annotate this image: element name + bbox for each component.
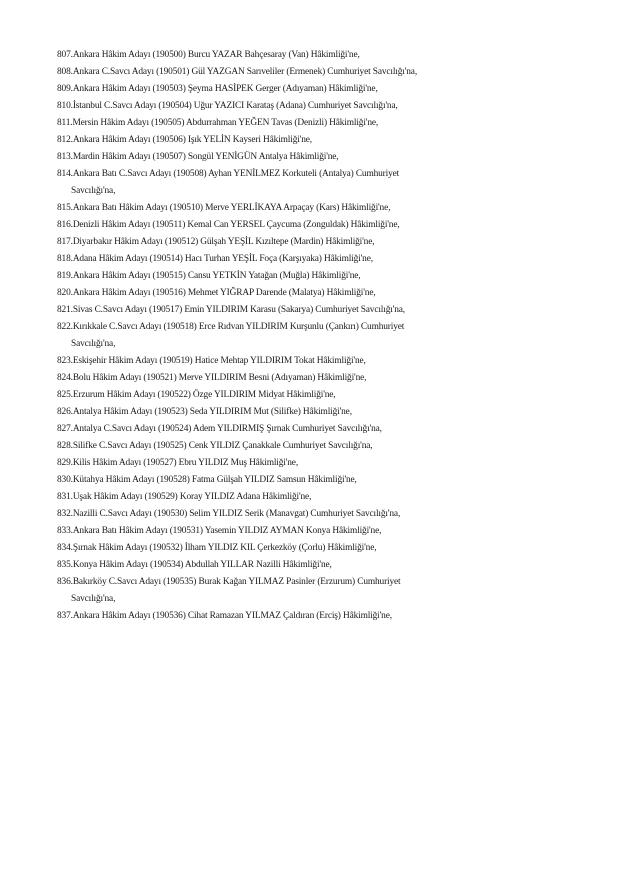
list-item: [57, 268, 397, 285]
list-item: [57, 217, 400, 234]
item-text: Ankara Hâkim Adayı (190536) Cihat Ramazan YILMAZ Çaldıran (Erciş) Hâkimliği'ne,: [72, 611, 392, 621]
list-item: [57, 387, 397, 404]
item-text: Eskişehir Hâkim Adayı (190519) Hatice Mehtap YILDIRIM Tokat Hâkimliği'ne,: [72, 356, 366, 366]
list-item: [57, 574, 401, 608]
item-number: 821.: [57, 305, 73, 315]
list-item: [57, 421, 397, 438]
item-text: Ankara Batı Hâkim Adayı (190510) Merve YERLİKAYA Arpaçay (Kars) Hâkimliği'ne,: [72, 203, 391, 213]
item-text: İstanbul C.Savcı Adayı (190504) Uğur YAZICI Karataş (Adana) Cumhuriyet Savcılığı'na,: [72, 101, 398, 111]
item-number: 814.: [57, 169, 73, 179]
list-item: [57, 608, 397, 625]
item-number: 813.: [57, 152, 73, 162]
item-text: Ankara Batı C.Savcı Adayı (190508) Ayhan YENİLMEZ Korkuteli (Antalya) Cumhuriyet: [72, 169, 400, 179]
item-text: Ankara Batı Hâkim Adayı (190531) Yasemin YILDIZ AYMAN Konya Hâkimliği'ne,: [72, 526, 382, 536]
item-text: Ankara Hâkim Adayı (190506) Işık YELİN Kayseri Hâkimliği'ne,: [72, 135, 312, 145]
list-item: [57, 200, 397, 217]
item-number: 828.: [57, 441, 73, 451]
item-text: Bakırköy C.Savcı Adayı (190535) Burak Kağan YILMAZ Pasinler (Erzurum) Cumhuriyet: [72, 577, 401, 587]
list-item: [57, 64, 418, 81]
list-item: [57, 353, 397, 370]
item-number: 833.: [57, 526, 73, 536]
list-item: [57, 438, 397, 455]
item-number: 825.: [57, 390, 73, 400]
item-number: 807.: [57, 50, 73, 60]
item-text-continuation: Savcılığı'na,: [71, 339, 116, 349]
item-text-continuation: Savcılığı'na,: [71, 594, 116, 604]
item-text: Konya Hâkim Adayı (190534) Abdullah YILLAR Nazilli Hâkimliği'ne,: [72, 560, 332, 570]
item-number: 826.: [57, 407, 73, 417]
item-number: 817.: [57, 237, 73, 247]
item-text: Ankara Hâkim Adayı (190503) Şeyma HASİPEK Gerger (Adıyaman) Hâkimliği'ne,: [72, 84, 378, 94]
list-item: [57, 47, 397, 64]
item-number: 827.: [57, 424, 73, 434]
item-number: 835.: [57, 560, 73, 570]
item-number: 812.: [57, 135, 73, 145]
list-item: [57, 472, 397, 489]
item-number: 819.: [57, 271, 73, 281]
item-text: Silifke C.Savcı Adayı (190525) Cenk YILDIZ Çanakkale Cumhuriyet Savcılığı'na,: [72, 441, 373, 451]
item-text: Adana Hâkim Adayı (190514) Hacı Turhan YEŞİL Foça (Karşıyaka) Hâkimliği'ne,: [72, 254, 373, 264]
list-item: [57, 370, 397, 387]
item-number: 834.: [57, 543, 73, 553]
item-number: 829.: [57, 458, 73, 468]
item-text: Nazilli C.Savcı Adayı (190530) Selim YILDIZ Serik (Manavgat) Cumhuriyet Savcılığı'na,: [72, 509, 401, 519]
item-number: 836.: [57, 577, 73, 587]
item-number: 837.: [57, 611, 73, 621]
item-number: 822.: [57, 322, 73, 332]
item-text: Sivas C.Savcı Adayı (190517) Emin YILDIRIM Karasu (Sakarya) Cumhuriyet Savcılığı'na,: [72, 305, 405, 315]
item-text-continuation: Savcılığı'na,: [71, 186, 116, 196]
item-text: Ankara C.Savcı Adayı (190501) Gül YAZGAN Sarıveliler (Ermenek) Cumhuriyet Savcılığı'na,: [72, 67, 418, 77]
item-number: 811.: [57, 118, 73, 128]
item-number: 809.: [57, 84, 73, 94]
item-text: Şırnak Hâkim Adayı (190532) İlham YILDIZ KIL Çerkezköy (Çorlu) Hâkimliği'ne,: [72, 543, 377, 553]
item-number: 808.: [57, 67, 73, 77]
list-item: [57, 489, 397, 506]
list-item: [57, 251, 397, 268]
item-text: Antalya C.Savcı Adayı (190524) Adem YILDIRMIŞ Şırnak Cumhuriyet Savcılığı'na,: [72, 424, 382, 434]
item-text: Denizli Hâkim Adayı (190511) Kemal Can YERSEL Çaycuma (Zonguldak) Hâkimliği'ne,: [72, 220, 400, 230]
item-number: 831.: [57, 492, 73, 502]
item-text: Ankara Hâkim Adayı (190516) Mehmet YIĞRAP Darende (Malatya) Hâkimliği'ne,: [72, 288, 376, 298]
item-text: Antalya Hâkim Adayı (190523) Seda YILDIRIM Mut (Silifke) Hâkimliği'ne,: [72, 407, 352, 417]
item-number: 823.: [57, 356, 73, 366]
item-text: Diyarbakır Hâkim Adayı (190512) Gülşah YEŞİL Kızıltepe (Mardin) Hâkimliği'ne,: [72, 237, 375, 247]
item-text: Ankara Hâkim Adayı (190515) Cansu YETKİN Yatağan (Muğla) Hâkimliği'ne,: [72, 271, 361, 281]
list-item: [57, 319, 405, 353]
list-item: [57, 540, 397, 557]
item-text: Uşak Hâkim Adayı (190529) Koray YILDIZ Adana Hâkimliği'ne,: [72, 492, 312, 502]
list-item: [57, 557, 397, 574]
list-item: [57, 404, 397, 421]
list-item: [57, 302, 405, 319]
item-number: 824.: [57, 373, 73, 383]
list-item: [57, 234, 397, 251]
list-item: [57, 132, 397, 149]
list-item: [57, 98, 397, 115]
item-text: Ankara Hâkim Adayı (190500) Burcu YAZAR Bahçesaray (Van) Hâkimliği'ne,: [72, 50, 360, 60]
item-text: Mersin Hâkim Adayı (190505) Abdurrahman YEĞEN Tavas (Denizli) Hâkimliği'ne,: [72, 118, 379, 128]
item-number: 810.: [57, 101, 73, 111]
item-number: 818.: [57, 254, 73, 264]
item-number: 830.: [57, 475, 73, 485]
list-item: [57, 149, 397, 166]
item-number: 816.: [57, 220, 73, 230]
item-text: Mardin Hâkim Adayı (190507) Songül YENİGÜN Antalya Hâkimliği'ne,: [72, 152, 339, 162]
item-number: 815.: [57, 203, 73, 213]
item-text: Kırıkkale C.Savcı Adayı (190518) Erce Rıdvan YILDIRIM Kurşunlu (Çankırı) Cumhuriyet: [72, 322, 405, 332]
item-text: Kütahya Hâkim Adayı (190528) Fatma Gülşah YILDIZ Samsun Hâkimliği'ne,: [72, 475, 357, 485]
list-item: [57, 115, 397, 132]
list-item: [57, 285, 397, 302]
item-number: 820.: [57, 288, 73, 298]
list-item: [57, 523, 397, 540]
list-item: [57, 81, 397, 98]
item-text: Erzurum Hâkim Adayı (190522) Özge YILDIRIM Midyat Hâkimliği'ne,: [72, 390, 336, 400]
list-item: [57, 455, 397, 472]
item-text: Kilis Hâkim Adayı (190527) Ebru YILDIZ Muş Hâkimliği'ne,: [72, 458, 299, 468]
list-item: [57, 506, 401, 523]
list-item: [57, 166, 400, 200]
item-text: Bolu Hâkim Adayı (190521) Merve YILDIRIM Besni (Adıyaman) Hâkimliği'ne,: [72, 373, 367, 383]
item-number: 832.: [57, 509, 73, 519]
